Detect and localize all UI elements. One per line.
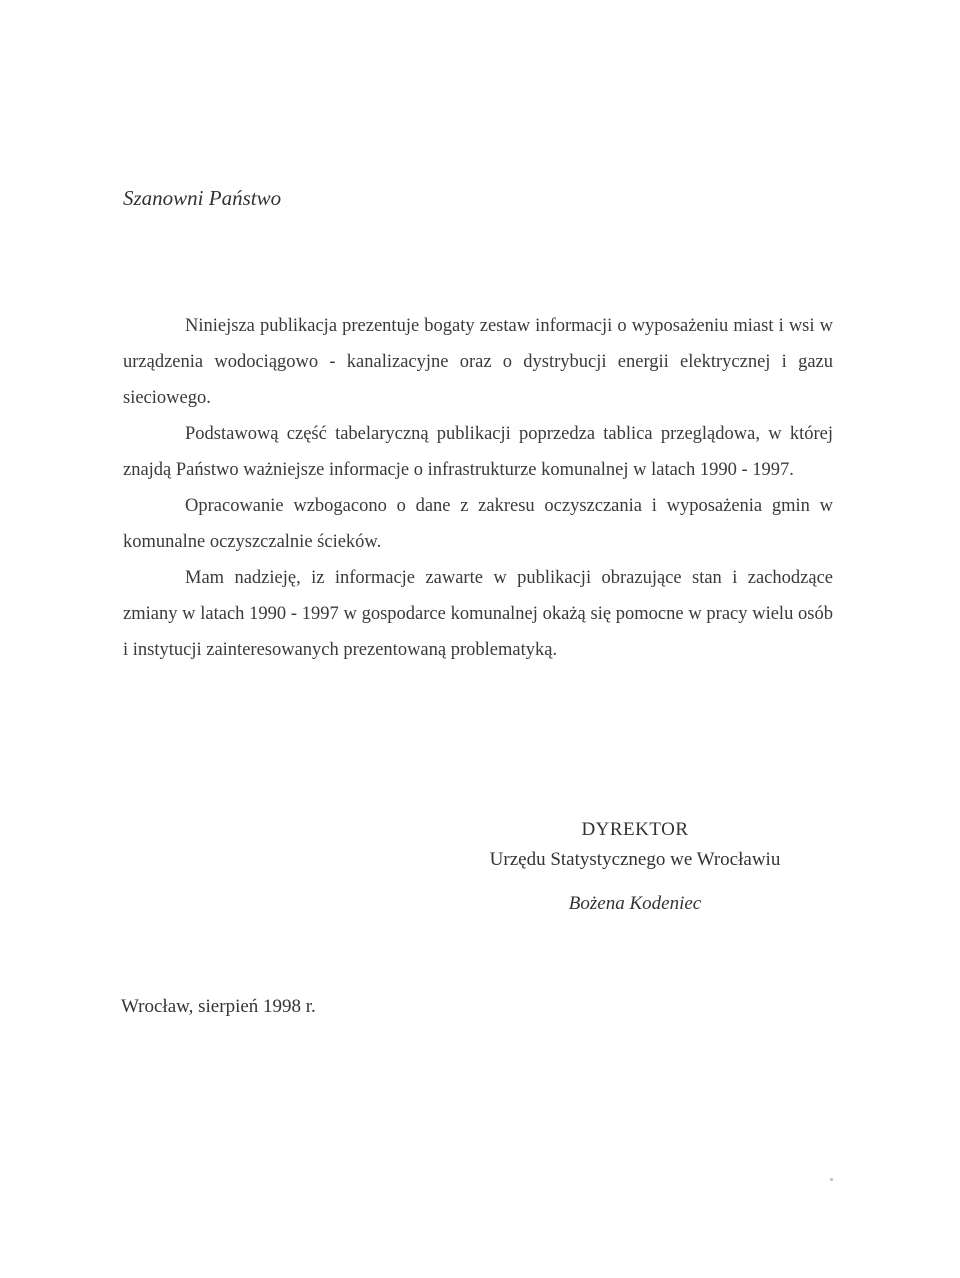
paragraph-sewage-text: Opracowanie wzbogacono o dane z zakresu oczyszczania i wyposażenia gmin w komunalne oczyszczalnie ścieków. [123, 496, 833, 552]
paragraph-closing-text: Mam nadzieję, iz informacje zawarte w publikacji obrazujące stan i zachodzące zmiany w latach 1990 - 1997 w gospodarce komunalnej okażą się pomocne w pracy wielu osób i instytucji zainteresowanych prezentowaną problematyką. [123, 568, 833, 660]
place-and-date: Wrocław, sierpień 1998 r. [121, 996, 316, 1017]
letter-body [123, 308, 833, 668]
paragraph-intro-text: Niniejsza publikacja prezentuje bogaty zestaw informacji o wyposażeniu miast i wsi w urządzenia wodociągowo - kanalizacyjne oraz o dystrybucji energii elektrycznej i gazu sieciowego. [123, 316, 833, 408]
paragraph-closing [123, 560, 833, 668]
scan-speck [830, 1178, 833, 1181]
signature-title: DYREKTOR [581, 819, 689, 840]
signature-office: Urzędu Statystycznego we Wrocławiu [489, 849, 781, 870]
greeting: Szanowni Państwo [123, 186, 282, 210]
paragraph-sewage [123, 488, 833, 560]
signature-block [470, 815, 800, 919]
paragraph-overview-table-text: Podstawową część tabelaryczną publikacji poprzedza tablica przeglądowa, w której znajdą Państwo ważniejsze informacje o infrastrukturze komunalnej w latach 1990 - 1997. [123, 424, 833, 480]
signature-name: Bożena Kodeniec [568, 893, 702, 914]
paragraph-intro [123, 308, 833, 416]
paragraph-overview-table [123, 416, 833, 488]
